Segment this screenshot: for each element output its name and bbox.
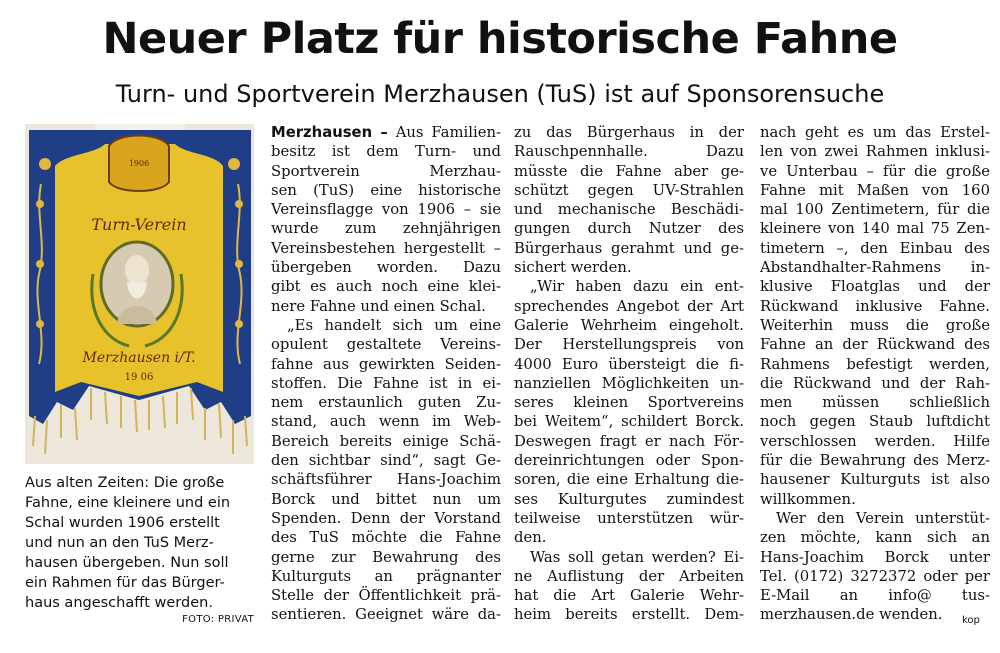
article-line: sichert werden. <box>514 259 632 277</box>
article-line: willkommen. <box>760 490 856 508</box>
article-line: heim bereits erstellt. Dem- <box>514 606 744 624</box>
article-line: mal 100 Zentimetern, für die <box>760 201 990 219</box>
article-line: Borck und bittet nun um <box>271 490 501 508</box>
article-line: merzhausen.de wenden. <box>760 606 943 624</box>
article-line: den sichtbar sind“, sagt Ge- <box>271 452 501 470</box>
article-line: Aus Familien- <box>395 124 501 141</box>
author-signature: kop <box>962 615 980 626</box>
article-line: verschlossen werden. Hilfe <box>760 432 990 450</box>
article-line: kleinere von 140 mal 75 Zen- <box>760 220 990 238</box>
article-column-3 <box>760 123 990 625</box>
photo-caption <box>25 473 257 613</box>
article-line: teilweise unterstützen wür- <box>514 509 744 527</box>
article-line: müsste die Fahne aber ge- <box>514 162 744 180</box>
article-column-2 <box>514 123 744 625</box>
article-line: Rauschpennhalle. Dazu <box>514 143 744 161</box>
article-line: nere Fahne und einen Schal. <box>271 297 486 315</box>
historic-flag-image <box>25 124 254 464</box>
article-line: Stelle der Öffentlichkeit prä- <box>271 587 501 605</box>
article-line: besitz ist dem Turn- und <box>271 143 501 161</box>
article-line: Vereinsbestehen hergestellt – <box>271 239 501 257</box>
banner-bottom-text: Merzhausen i/T. <box>82 350 196 366</box>
article-line: für die Bewahrung des Merz- <box>760 452 990 470</box>
caption-line: haus angeschafft werden. <box>25 595 213 611</box>
article-line: E-Mail an info@ tus- <box>760 587 990 605</box>
article-line: gungen durch Nutzer des <box>514 220 744 238</box>
article-line: nach geht es um das Erstel- <box>760 124 990 141</box>
article-line: bei Weitem“, schildert Borck. <box>514 413 744 431</box>
article-column-1 <box>271 123 501 625</box>
article-line: len von zwei Rahmen inklusi- <box>760 143 990 161</box>
article-line: übergeben worden. Dazu <box>271 259 501 277</box>
article-line: Fahne an der Rückwand des <box>760 336 990 354</box>
article-line: zu das Bürgerhaus in der <box>514 124 744 141</box>
article-line: sentieren. Geeignet wäre da- <box>271 606 501 624</box>
caption-line: und nun an den TuS Merz- <box>25 535 214 551</box>
article-line: 4000 Euro übersteigt die fi- <box>514 355 744 373</box>
article-line: Kulturguts an prägnanter <box>271 567 501 585</box>
article-line: und mechanische Beschädi- <box>514 201 744 219</box>
article-line: nanziellen Möglichkeiten un- <box>514 374 744 392</box>
article-line: Spenden. Denn der Vorstand <box>271 509 501 527</box>
article-line: Rahmens befestigt werden, <box>760 355 990 373</box>
article-line: die Rückwand und der Rah- <box>760 374 990 392</box>
article-line: dereinrichtungen oder Spon- <box>514 452 744 470</box>
article-line: „Es handelt sich um eine <box>287 316 501 334</box>
article-line: ve Unterbau – für die große <box>760 162 990 180</box>
article-line: klusive Floatglas und der <box>760 278 990 296</box>
article-line: soren, die eine Erhaltung die- <box>514 471 744 489</box>
article-line: Hans-Joachim Borck unter <box>760 548 990 566</box>
article-line: Weiterhin muss die große <box>760 316 990 334</box>
article-line: Bereich bereits einige Schä- <box>271 432 501 450</box>
article-line: Deswegen fragt er nach För- <box>514 432 744 450</box>
article-line: Der Herstellungspreis von <box>514 336 744 354</box>
article-line: men müssen schließlich <box>760 394 990 412</box>
article-line: timetern –, den Einbau des <box>760 239 990 257</box>
article-line: den. <box>514 529 547 547</box>
article-line: sprechendes Angebot der Art <box>514 297 744 315</box>
caption-line: Schal wurden 1906 erstellt <box>25 515 220 531</box>
article-line: ne Auflistung der Arbeiten <box>514 567 744 585</box>
headline: Neuer Platz für historische Fahne <box>102 14 898 64</box>
article-line: Was soll getan werden? Ei- <box>530 548 744 566</box>
article-line: wurde zum zehnjährigen <box>271 220 501 238</box>
subheadline: Turn- und Sportverein Merzhausen (TuS) ist auf Sponsorensuche <box>115 80 885 108</box>
article-line: Tel. (0172) 3272372 oder per <box>760 567 990 585</box>
caption-line: hausen übergeben. Nun soll <box>25 555 229 571</box>
article-line: hat die Art Galerie Wehr- <box>514 587 744 605</box>
article-line: Galerie Wehrheim eingeholt. <box>514 316 744 334</box>
article-line: hausener Kulturguts ist also <box>760 471 990 489</box>
article-line: Sportverein Merzhau- <box>271 162 501 180</box>
banner-top-text: Turn-Verein <box>91 215 187 234</box>
caption-line: Fahne, eine kleinere und ein <box>25 495 231 511</box>
article-line: schützt gegen UV-Strahlen <box>514 181 744 199</box>
article-line: Vereinsflagge von 1906 – sie <box>271 201 501 219</box>
article-line: ses Kulturgutes zumindest <box>514 490 744 508</box>
article-line: noch gegen Staub luftdicht <box>760 413 990 431</box>
article-line: Rückwand inklusive Fahne. <box>760 297 990 315</box>
banner-photo <box>25 124 254 464</box>
caption-line: ein Rahmen für das Bürger- <box>25 575 225 591</box>
banner-year-text: 19 06 <box>124 372 154 383</box>
article-line: stand, auch wenn im Web- <box>271 413 501 431</box>
article-line: „Wir haben dazu ein ent- <box>530 278 744 296</box>
article-line: opulent gestaltete Vereins- <box>271 336 501 354</box>
article-line: seres kleinen Sportvereins <box>514 394 744 412</box>
article-line: gibt es auch noch eine klei- <box>271 278 501 296</box>
article-dateline: Merzhausen – <box>271 124 388 141</box>
article-line: sen (TuS) eine historische <box>271 181 501 199</box>
photo-credit: FOTO: PRIVAT <box>182 614 254 625</box>
article-line: fahne aus gewirkten Seiden- <box>271 355 501 373</box>
article-line: schäftsführer Hans-Joachim <box>271 471 501 489</box>
article-line: zen möchte, kann sich an <box>760 529 990 547</box>
article-line: gerne zur Bewahrung des <box>271 548 501 566</box>
article-line: nem erstaunlich guten Zu- <box>271 394 501 412</box>
article-line: Abstandhalter-Rahmens in- <box>760 259 990 277</box>
article-line: Bürgerhaus gerahmt und ge- <box>514 239 744 257</box>
article-line: Fahne mit Maßen von 160 <box>760 181 990 199</box>
article-line: stoffen. Die Fahne ist in ei- <box>271 374 501 392</box>
caption-line: Aus alten Zeiten: Die große <box>25 475 225 491</box>
article-line: Wer den Verein unterstüt- <box>776 509 990 527</box>
article-line: des TuS möchte die Fahne <box>271 529 501 547</box>
svg-text:1906: 1906 <box>128 159 150 168</box>
